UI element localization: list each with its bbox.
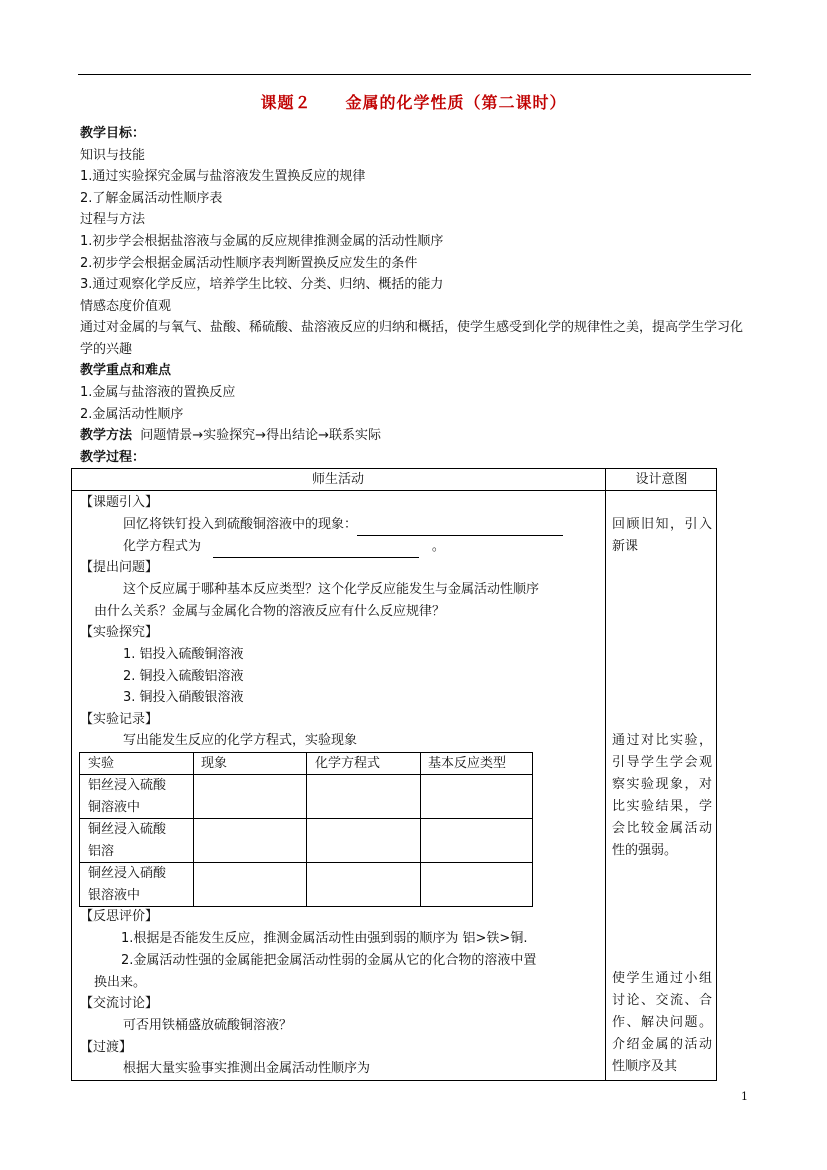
header-rule bbox=[78, 74, 751, 75]
section-experiment: 【实验探究】 bbox=[80, 625, 159, 640]
intent-experiment: 通过对比实验，引导学生学会观察实验现象，对比实验结果，学会比较金属活动性的强弱。 bbox=[612, 733, 712, 858]
intro-line-1: 回忆将铁钉投入到硫酸铜溶液中的现象： bbox=[123, 514, 563, 536]
process-item-3: 3.通过观察化学反应，培养学生比较、分类、归纳、概括的能力 bbox=[80, 277, 444, 292]
knowledge-heading: 知识与技能 bbox=[80, 148, 146, 163]
experiment-item-2: 2. 铜投入硫酸铝溶液 bbox=[123, 669, 244, 684]
process-item-2: 2.初步学会根据金属活动性顺序表判断置换反应发生的条件 bbox=[80, 256, 418, 271]
key-item-2: 2.金属活动性顺序 bbox=[80, 407, 184, 422]
method-line bbox=[80, 425, 381, 447]
method-heading: 教学方法 bbox=[80, 428, 133, 443]
page-number: 1 bbox=[741, 1090, 748, 1103]
record-header-experiment: 实验 bbox=[88, 756, 115, 771]
knowledge-item-2: 2.了解金属活动性顺序表 bbox=[80, 191, 223, 206]
transition-line: 根据大量实验事实推测出金属活动性顺序为 bbox=[123, 1061, 371, 1076]
discussion-line: 可否用铁桶盛放硫酸铜溶液？ bbox=[123, 1018, 293, 1033]
record-col-divider bbox=[306, 752, 307, 907]
header-activities: 师生活动 bbox=[311, 472, 364, 487]
emotion-heading: 情感态度价值观 bbox=[80, 299, 172, 314]
header-intent: 设计意图 bbox=[635, 472, 688, 487]
table-header-divider bbox=[71, 490, 717, 491]
page-title: 课题２ 金属的化学性质（第二课时） bbox=[260, 93, 567, 112]
intent-discussion: 使学生通过小组讨论、交流、合作、解决问题。介绍金属的活动性顺序及其 bbox=[612, 971, 712, 1074]
emotion-item: 通过对金属的与氧气、盐酸、稀硫酸、盐溶液反应的归纳和概括，使学生感受到化学的规律性之美，提高学生学习化学的兴趣 bbox=[80, 320, 744, 357]
answer-blank-phenomenon[interactable] bbox=[357, 521, 563, 536]
process-heading: 过程与方法 bbox=[80, 212, 146, 227]
record-row-2-line-1: 铜丝浸入硫酸 bbox=[88, 822, 167, 837]
reflection-line-2: 2.金属活动性强的金属能把金属活动性弱的金属从它的化合物的溶液中置 bbox=[121, 953, 537, 968]
answer-blank-equation[interactable] bbox=[213, 543, 419, 558]
key-item-1: 1.金属与盐溶液的置换反应 bbox=[80, 385, 236, 400]
record-row-3-line-1: 铜丝浸入硝酸 bbox=[88, 866, 167, 881]
record-row-2-line-2: 铝溶 bbox=[88, 844, 115, 859]
intro-line-2: 化学方程式为 。 bbox=[123, 536, 445, 558]
question-line-1: 这个反应属于哪种基本反应类型？这个化学反应能发生与金属活动性顺序 bbox=[123, 582, 540, 597]
record-row-1-line-1: 铝丝浸入硫酸 bbox=[88, 778, 167, 793]
reflection-line-3: 换出来。 bbox=[94, 975, 147, 990]
section-question: 【提出问题】 bbox=[80, 560, 159, 575]
record-row-1-line-2: 铜溶液中 bbox=[88, 800, 141, 815]
key-heading: 教学重点和难点 bbox=[80, 363, 172, 378]
section-intro: 【课题引入】 bbox=[80, 495, 159, 510]
question-line-2: 由什么关系？金属与金属化合物的溶液反应有什么反应规律？ bbox=[94, 604, 446, 619]
record-line: 写出能发生反应的化学方程式，实验现象 bbox=[123, 733, 358, 748]
record-header-equation: 化学方程式 bbox=[315, 756, 381, 771]
experiment-item-1: 1. 铝投入硫酸铜溶液 bbox=[123, 647, 244, 662]
process-item-1: 1.初步学会根据盐溶液与金属的反应规律推测金属的活动性顺序 bbox=[80, 234, 444, 249]
knowledge-item-1: 1.通过实验探究金属与盐溶液发生置换反应的规律 bbox=[80, 169, 366, 184]
record-header-phenomenon: 现象 bbox=[201, 756, 228, 771]
section-reflection: 【反思评价】 bbox=[80, 909, 159, 924]
section-discussion: 【交流讨论】 bbox=[80, 996, 159, 1011]
record-col-divider bbox=[420, 752, 421, 907]
intent-intro: 回顾旧知，引入新课 bbox=[612, 517, 712, 554]
record-row-3-line-2: 银溶液中 bbox=[88, 888, 141, 903]
experiment-item-3: 3. 铜投入硝酸银溶液 bbox=[123, 690, 244, 705]
reflection-line-1: 1.根据是否能发生反应，推测金属活动性由强到弱的顺序为 铝>铁>铜. bbox=[121, 931, 528, 946]
table-column-divider bbox=[605, 468, 606, 1081]
teaching-process-heading: 教学过程： bbox=[80, 450, 146, 465]
record-header-type: 基本反应类型 bbox=[428, 756, 507, 771]
section-transition: 【过渡】 bbox=[80, 1040, 133, 1055]
section-record: 【实验记录】 bbox=[80, 712, 159, 727]
record-col-divider bbox=[193, 752, 194, 907]
method-text: 问题情景→实验探究→得出结论→联系实际 bbox=[140, 428, 381, 443]
goals-heading: 教学目标： bbox=[80, 126, 146, 141]
